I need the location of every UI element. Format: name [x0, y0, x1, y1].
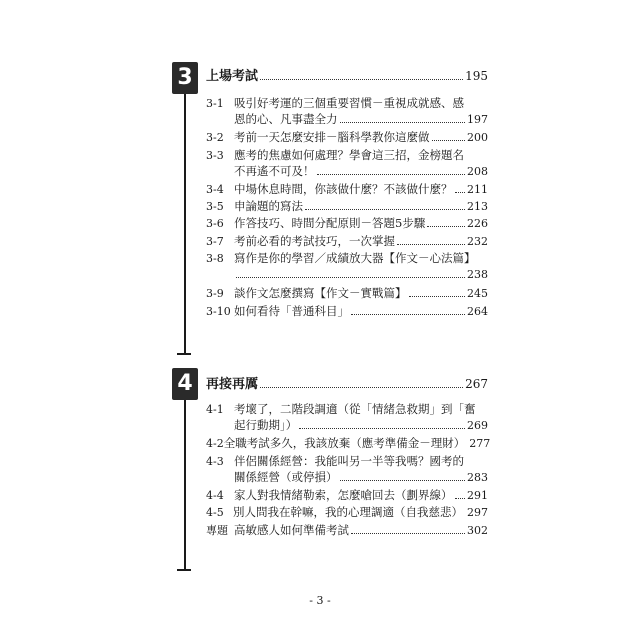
- toc-entry-3-2[interactable]: [206, 130, 488, 145]
- entry-title-cont: 不再遙不可及！: [234, 164, 315, 178]
- toc-entry-3-7[interactable]: [206, 234, 488, 249]
- toc-entry-4-1-cont[interactable]: [234, 418, 488, 433]
- chapter-4-title-row[interactable]: [206, 376, 488, 393]
- leader-dots: [260, 386, 463, 388]
- leader-dots: [317, 173, 466, 175]
- chapter-3-title: 上場考試: [206, 69, 259, 84]
- entry-page: 302: [467, 524, 488, 537]
- chapter-4-rule-end: [177, 569, 191, 571]
- entry-title: 考前必看的考試技巧，一次掌握: [234, 234, 395, 248]
- entry-number: 4-1: [206, 403, 224, 416]
- entry-title: 高敏感人如何準備考試: [234, 523, 349, 537]
- toc-entry-3-1[interactable]: [206, 96, 488, 111]
- entry-title: 談作文怎麼撰寫【作文－實戰篇】: [234, 286, 407, 300]
- chapter-3-rule-end: [177, 353, 191, 355]
- entry-page: 197: [467, 113, 488, 126]
- entry-title-cont: 起行動期」）: [234, 418, 298, 432]
- entry-title: 申論題的寫法: [234, 199, 303, 213]
- entry-number: 3-3: [206, 149, 224, 162]
- leader-dots: [299, 427, 465, 429]
- leader-dots: [455, 191, 466, 193]
- entry-page: 200: [467, 131, 488, 144]
- entry-number: 3-5: [206, 200, 224, 213]
- entry-number: 3-10: [206, 305, 231, 318]
- entry-number: 3-8: [206, 252, 224, 265]
- entry-number: 4-2: [206, 437, 224, 450]
- chapter-3-title-row[interactable]: [206, 68, 488, 85]
- toc-entry-4-5[interactable]: [206, 505, 488, 520]
- toc-entry-3-5[interactable]: [206, 199, 488, 214]
- leader-dots: [260, 78, 463, 80]
- entry-page: 232: [467, 235, 488, 248]
- toc-entry-3-10[interactable]: [206, 304, 488, 319]
- toc-entry-3-6[interactable]: [206, 216, 488, 231]
- leader-dots: [351, 313, 465, 315]
- entry-title: 寫作是你的學習／成績放大器【作文－心法篇】: [234, 251, 476, 265]
- chapter-4-page: 267: [465, 377, 488, 391]
- entry-number: 3-4: [206, 183, 224, 196]
- entry-page: 226: [467, 217, 488, 230]
- entry-title: 中場休息時間，你該做什麼？不該做什麼？: [234, 182, 453, 196]
- entry-title: 如何看待「普通科目」: [234, 304, 349, 318]
- leader-dots: [351, 532, 465, 534]
- toc-entry-3-3[interactable]: [206, 148, 488, 163]
- entry-title: 吸引好考運的三個重要習慣－重視成就感、感: [234, 96, 464, 110]
- entry-title: 應考的焦慮如何處理？學會這三招，金榜題名: [234, 148, 464, 162]
- entry-page: 264: [467, 305, 488, 318]
- leader-dots: [409, 295, 466, 297]
- entry-title: 伴侶關係經營：我能叫另一半等我嗎？國考的: [234, 454, 464, 468]
- leader-dots: [397, 243, 465, 245]
- entry-title-cont: 關係經營（或停損）: [234, 470, 338, 484]
- entry-number: 3-1: [206, 97, 224, 110]
- leader-dots: [340, 479, 466, 481]
- entry-title: 作答技巧、時間分配原則－答題5步驟: [234, 216, 426, 230]
- leader-dots: [455, 497, 466, 499]
- entry-page: 269: [467, 419, 488, 432]
- entry-title: 別人問我在幹嘛，我的心理調適（自我慈悲）: [233, 505, 463, 519]
- toc-entry-3-1-cont[interactable]: [234, 112, 488, 127]
- entry-page: 245: [467, 287, 488, 300]
- entry-number: 3-9: [206, 287, 224, 300]
- entry-title: 考前一天怎麼安排－腦科學教你這麼做: [234, 130, 430, 144]
- leader-dots: [432, 139, 466, 141]
- leader-dots: [305, 208, 465, 210]
- toc-entry-3-3-cont[interactable]: [234, 164, 488, 179]
- entry-page: 291: [467, 489, 488, 502]
- entry-number: 4-5: [206, 506, 224, 519]
- leader-dots: [427, 225, 465, 227]
- entry-page: 211: [467, 183, 488, 196]
- toc-entry-3-4[interactable]: [206, 182, 488, 197]
- entry-page: 238: [467, 268, 488, 281]
- chapter-4-rule: [184, 400, 186, 570]
- leader-dots: [236, 276, 465, 278]
- chapter-4-badge: 4: [172, 368, 198, 400]
- entry-page: 297: [467, 506, 488, 519]
- toc-entry-4-2[interactable]: [206, 436, 491, 451]
- toc-entry-4-3-cont[interactable]: [234, 470, 488, 485]
- toc-entry-4-4[interactable]: [206, 488, 488, 503]
- entry-number: 4-4: [206, 489, 224, 502]
- toc-entry-3-9[interactable]: [206, 286, 488, 301]
- toc-entry-special-topic[interactable]: [206, 523, 488, 538]
- leader-dots: [340, 121, 466, 123]
- entry-number: 專題: [206, 524, 228, 537]
- entry-page: 208: [467, 165, 488, 178]
- entry-page: 213: [467, 200, 488, 213]
- entry-number: 3-2: [206, 131, 224, 144]
- entry-number: 4-3: [206, 455, 224, 468]
- entry-title: 家人對我情緒勒索，怎麼嗆回去（劃界線）: [234, 488, 453, 502]
- toc-entry-3-8-cont[interactable]: [234, 268, 488, 282]
- page-number: - 3 -: [309, 594, 331, 607]
- entry-number: 3-7: [206, 235, 224, 248]
- chapter-4-title: 再接再厲: [206, 377, 259, 392]
- entry-page: 283: [467, 471, 488, 484]
- toc-entry-4-1[interactable]: [206, 402, 488, 417]
- entry-title: 考壞了，二階段調適（從「情緒急救期」到「奮: [234, 402, 476, 416]
- chapter-3-rule: [184, 94, 186, 354]
- entry-title-cont: 恩的心、凡事盡全力: [234, 112, 338, 126]
- toc-entry-4-3[interactable]: [206, 454, 488, 469]
- entry-number: 3-6: [206, 217, 224, 230]
- chapter-3-badge: 3: [172, 62, 198, 94]
- chapter-3-page: 195: [465, 69, 488, 83]
- entry-title: 全職考試多久，我該放棄（應考準備金－理財）: [223, 436, 466, 450]
- toc-entry-3-8[interactable]: [206, 251, 488, 266]
- entry-page: 277: [469, 437, 491, 450]
